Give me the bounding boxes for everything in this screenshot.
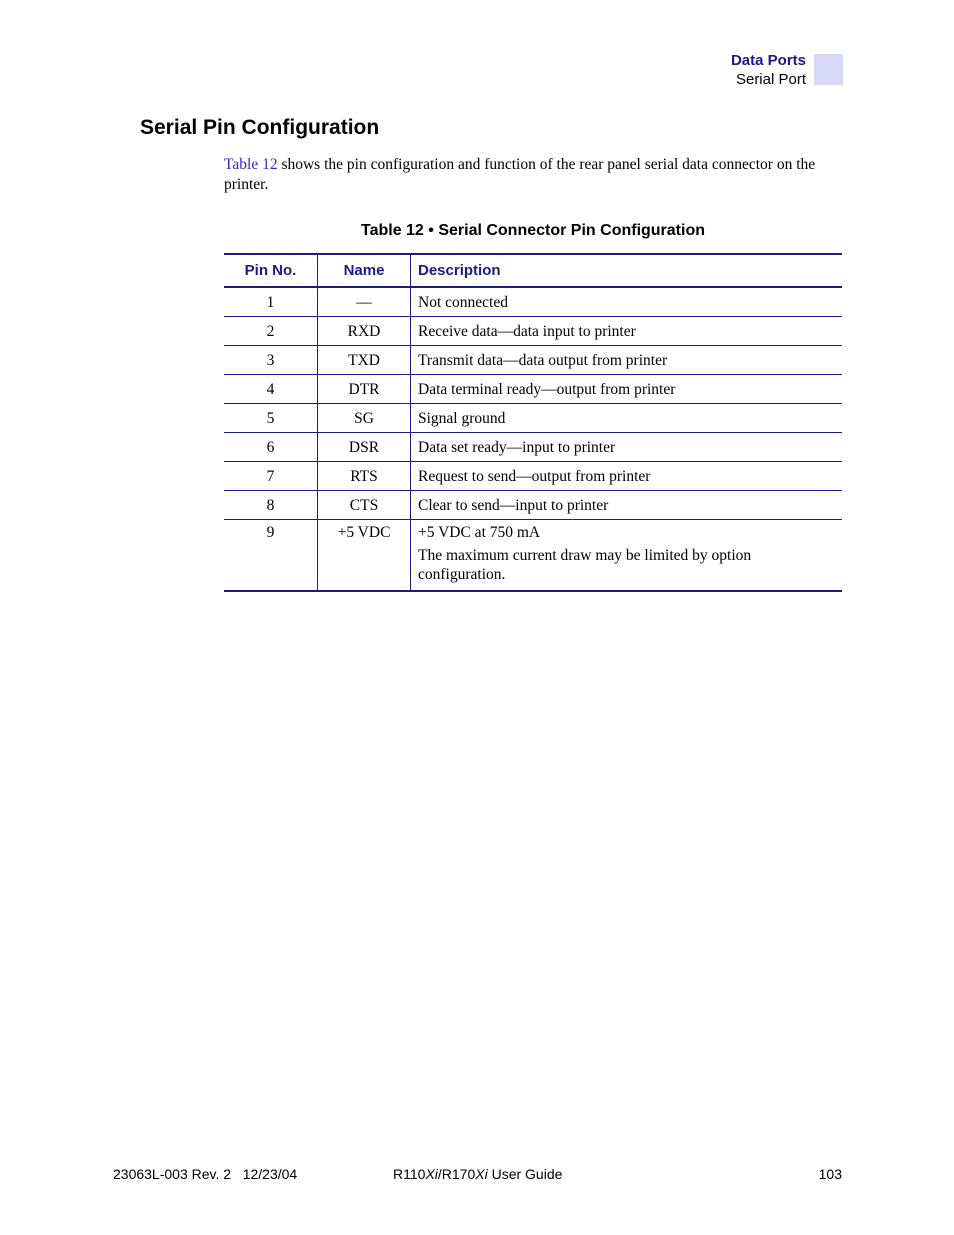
page-title: Serial Pin Configuration [140,116,380,139]
description-cell: Signal ground [411,404,843,433]
description-cell: Data set ready—input to printer [411,433,843,462]
header-name: Name [318,254,411,287]
pin-cell: 9 [224,520,318,592]
header-section: Data Ports [730,52,806,69]
header-pin-no: Pin No. [224,254,318,287]
name-cell: SG [318,404,411,433]
footer-doc-number: 23063L-003 Rev. 2 12/23/04 [113,1166,298,1182]
name-cell: +5 VDC [318,520,411,592]
description-main: +5 VDC at 750 mA [418,524,541,541]
header-subsection: Serial Port [735,71,806,88]
description-cell: Request to send—output from printer [411,462,843,491]
name-cell: DSR [318,433,411,462]
table-row [224,317,842,346]
description-cell: Data terminal ready—output from printer [411,375,843,404]
name-cell: RTS [318,462,411,491]
table-row [224,433,842,462]
header-description: Description [411,254,843,287]
description-note: The maximum current draw may be limited by option configuration. [418,547,752,583]
table-row [224,520,842,592]
guide-model-a-suffix: Xi [425,1166,438,1182]
name-cell: RXD [318,317,411,346]
table-row [224,287,842,317]
footer-guide-title [393,1166,562,1182]
table-row [224,375,842,404]
description-cell: Clear to send—input to printer [411,491,843,520]
pin-configuration-table [224,253,842,592]
pin-cell: 3 [224,346,318,375]
description-cell: Not connected [418,293,508,311]
table-header-row [224,254,842,287]
running-header [731,52,806,90]
name-cell: TXD [318,346,411,375]
pin-cell: 2 [224,317,318,346]
table-row [224,491,842,520]
pin-cell: 4 [224,375,318,404]
name-cell: DTR [318,375,411,404]
chapter-tab-marker [814,54,843,85]
table-row [224,462,842,491]
guide-model-b: /R170 [437,1166,476,1182]
guide-model-a: R110 [393,1166,426,1182]
name-cell: CTS [318,491,411,520]
pin-cell: 5 [224,404,318,433]
guide-model-b-suffix: Xi [475,1166,488,1182]
guide-title-suffix: User Guide [487,1166,563,1182]
table-row [224,346,842,375]
description-cell: Receive data—data input to printer [411,317,843,346]
description-cell: Transmit data—data output from printer [411,346,843,375]
table-caption: Table 12 • Serial Connector Pin Configuration [360,222,705,239]
intro-text: shows the pin configuration and function of the rear panel serial data connector on the printer. [224,156,816,193]
table-reference-link[interactable]: Table 12 [224,156,278,173]
table-row [224,404,842,433]
description-cell [411,520,843,592]
pin-cell: 6 [224,433,318,462]
pin-cell: 8 [224,491,318,520]
pin-cell: 1 [224,287,318,317]
intro-paragraph [224,155,834,194]
name-cell: — [318,287,411,317]
footer-page-number: 103 [818,1166,842,1182]
pin-cell: 7 [224,462,318,491]
